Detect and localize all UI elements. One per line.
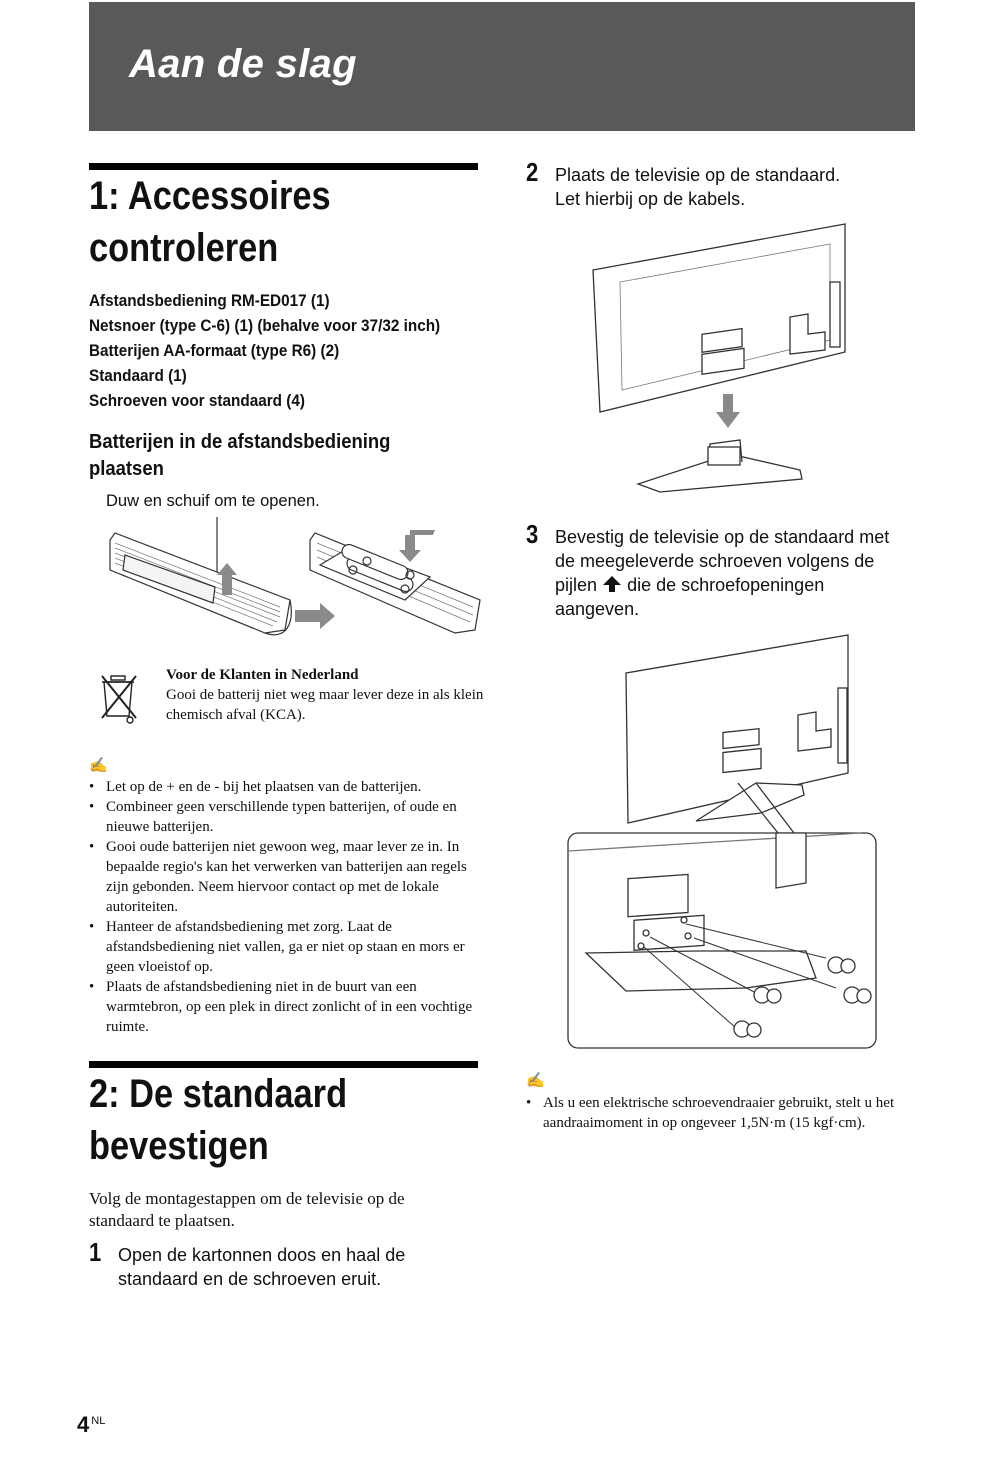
list-item: • Plaats de afstandsbediening niet in de buurt van een warmtebron, op een plek in direct zonlicht of in een vochtige ruimte. <box>89 977 481 1037</box>
batteries-heading <box>89 428 390 482</box>
section1-title-line1: 1: Accessoires <box>89 174 331 218</box>
list-item: Afstandsbediening RM-ED017 (1) <box>89 291 330 310</box>
step-2-line1: Plaats de televisie op de standaard. <box>555 165 841 185</box>
list-item: • Combineer geen verschillende typen batterijen, of oude en nieuwe batterijen. <box>89 797 481 837</box>
memo-icon: ✍ <box>526 1073 545 1089</box>
step-3-line1: Bevestig de televisie op de standaard met <box>555 527 890 547</box>
notice-title: Voor de Klanten in Nederland <box>166 667 359 683</box>
step-3-line3-end: die de schroefopeningen <box>627 575 825 595</box>
remote-battery-illustration <box>105 515 485 650</box>
page-number-value: 4 <box>77 1412 90 1437</box>
crossed-out-bin-icon <box>100 670 140 728</box>
section2-title-line2: bevestigen <box>89 1124 269 1168</box>
section2-rule <box>89 1061 478 1068</box>
accessories-list <box>89 288 440 413</box>
page-number <box>77 1412 105 1438</box>
step-number: 1 <box>89 1237 102 1267</box>
step-2-line2: Let hierbij op de kabels. <box>555 189 746 209</box>
section1-title <box>89 170 331 274</box>
notice-text: Gooi de batterij niet weg maar lever deze in als klein chemisch afval (KCA). <box>166 687 484 723</box>
section2-intro: Volg de montagestappen om de televisie op de standaard te plaatsen. <box>89 1189 405 1230</box>
screw-hole-arrow-icon <box>602 575 622 593</box>
step-2 <box>526 157 916 211</box>
step-3-line2: de meegeleverde schroeven volgens de <box>555 551 875 571</box>
step-1 <box>89 1237 479 1291</box>
page-title: Aan de slag <box>129 42 357 86</box>
list-item: • Hanteer de afstandsbediening met zorg. Laat de afstandsbediening niet vallen, ga er niet op staan en mors er geen vloeistof op. <box>89 917 481 977</box>
remote-caption: Duw en schuif om te openen. <box>106 492 320 510</box>
list-item: • Gooi oude batterijen niet gewoon weg, maar lever ze in. In bepaalde regio's kan het verwerken van batterijen aan regels zijn gebonden. Neem hiervoor contact op met de lokale autoriteiten. <box>89 837 481 917</box>
list-item: Netsnoer (type C-6) (1) (behalve voor 37/32 inch) <box>89 316 441 335</box>
step-3-line3-start: pijlen <box>555 575 598 595</box>
list-item: Batterijen AA-formaat (type R6) (2) <box>89 341 340 360</box>
step-1-line2: standaard en de schroeven eruit. <box>118 1269 382 1289</box>
section2-title <box>89 1068 347 1172</box>
batteries-heading-line1: Batterijen in de afstandsbediening <box>89 430 391 453</box>
memo-icon: ✍ <box>89 758 108 774</box>
dutch-customer-notice <box>166 665 486 725</box>
battery-notes <box>89 777 481 1037</box>
tv-placement-illustration <box>590 222 850 507</box>
step-number: 3 <box>526 519 539 549</box>
list-item: Standaard (1) <box>89 366 187 385</box>
list-item: • Als u een elektrische schroevendraaier gebruikt, stelt u het aandraaimoment in op ongeveer 1,5N·m (15 kgf·cm). <box>526 1093 918 1133</box>
page-language: NL <box>91 1415 106 1427</box>
step-number: 2 <box>526 157 539 187</box>
tv-screw-illustration <box>566 633 878 1051</box>
list-item: Schroeven voor standaard (4) <box>89 391 305 410</box>
list-item: • Let op de + en de - bij het plaatsen van de batterijen. <box>89 777 481 797</box>
step-3-line4: aangeven. <box>555 599 640 619</box>
section1-rule <box>89 163 478 170</box>
header-banner <box>89 2 915 131</box>
step-3 <box>526 519 926 621</box>
batteries-heading-line2: plaatsen <box>89 457 164 480</box>
section2-title-line1: 2: De standaard <box>89 1072 348 1116</box>
section1-title-line2: controleren <box>89 226 279 270</box>
step-1-line1: Open de kartonnen doos en haal de <box>118 1245 406 1265</box>
torque-notes <box>526 1093 918 1133</box>
